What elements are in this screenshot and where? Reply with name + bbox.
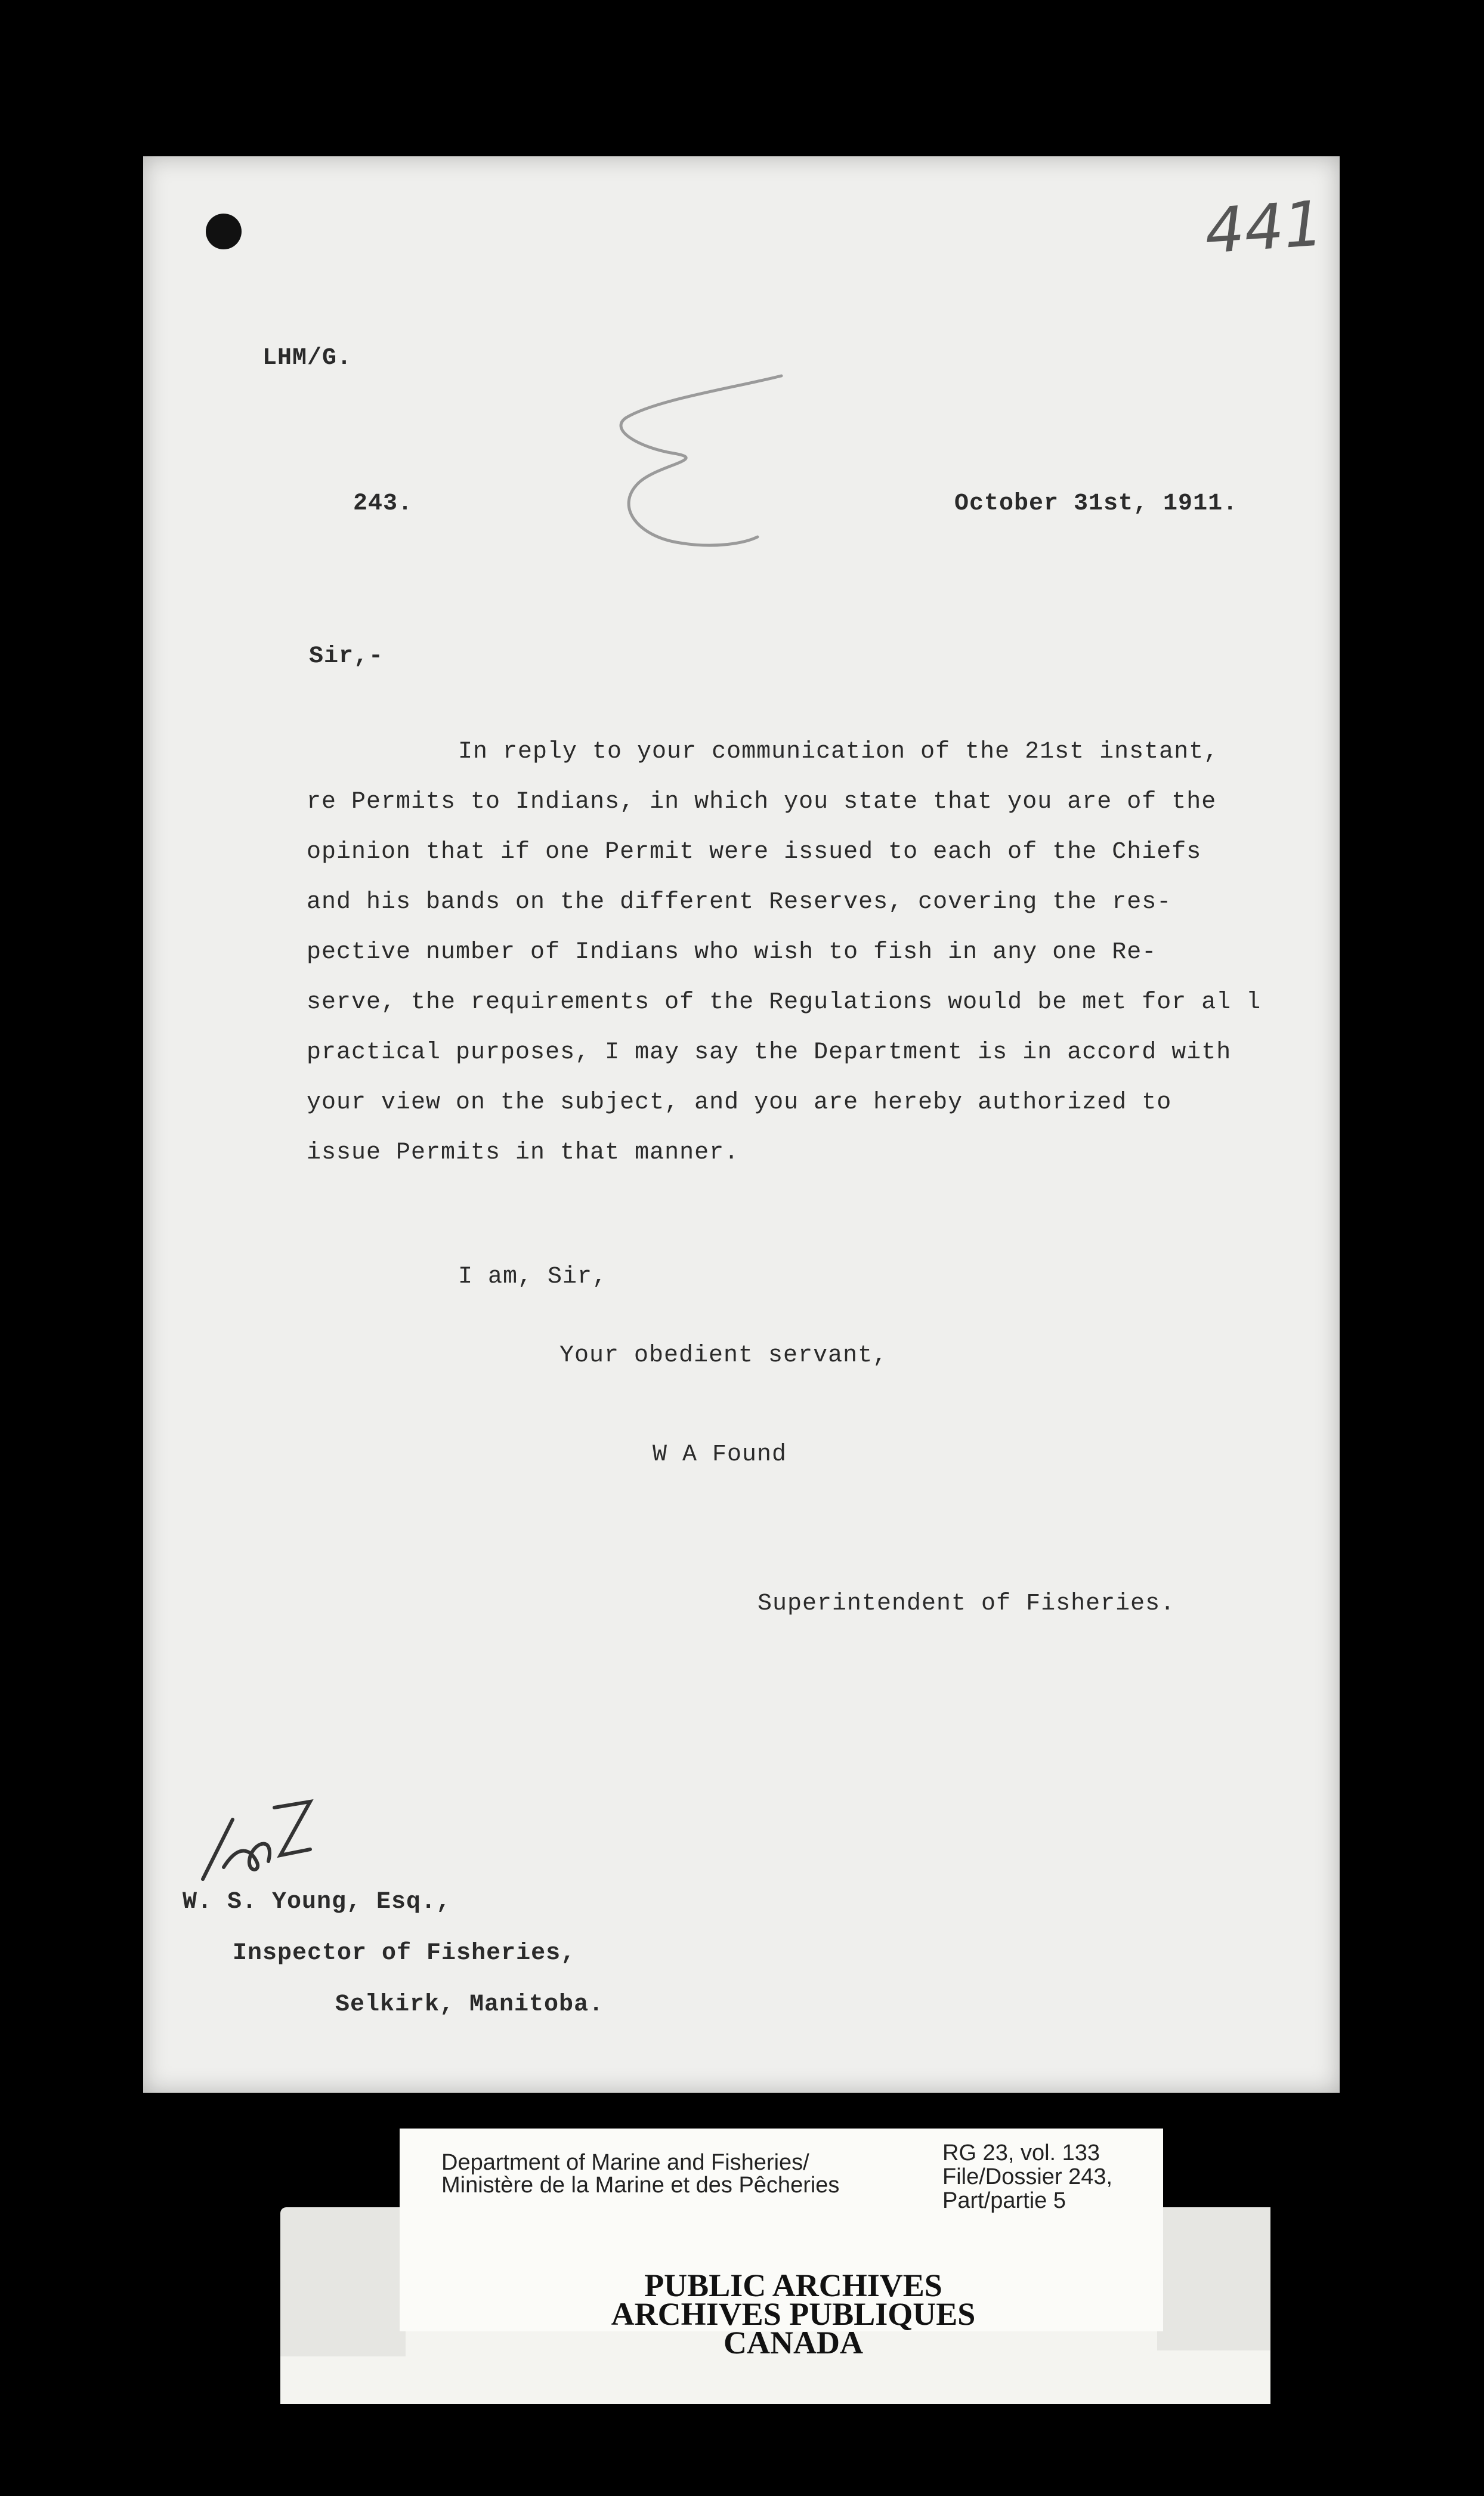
body-line: your view on the subject, and you are hereby authorized to bbox=[307, 1089, 1172, 1116]
letter-body bbox=[307, 739, 1321, 1180]
archive-label-tab bbox=[1157, 2207, 1270, 2350]
signatory-name: W A Found bbox=[653, 1441, 787, 1468]
file-code: LHM/G. bbox=[262, 345, 353, 372]
reference-line: RG 23, vol. 133 bbox=[942, 2140, 1100, 2166]
closing-servant: Your obedient servant, bbox=[559, 1342, 888, 1369]
body-line: re Permits to Indians, in which you state that you are of the bbox=[307, 789, 1217, 815]
body-line: practical purposes, I may say the Department is in accord with bbox=[307, 1039, 1232, 1066]
body-line: In reply to your communication of the 21st instant, bbox=[458, 739, 1219, 765]
archive-label-tab bbox=[280, 2207, 406, 2356]
archives-country: CANADA bbox=[724, 2325, 863, 2361]
archives-english: PUBLIC ARCHIVES bbox=[644, 2268, 942, 2303]
reference-number: 243. bbox=[353, 490, 413, 517]
body-line: serve, the requirements of the Regulations would be met for al l bbox=[307, 989, 1262, 1016]
addressee-name: W. S. Young, Esq., bbox=[183, 1889, 452, 1916]
body-line: opinion that if one Permit were issued to each of the Chiefs bbox=[307, 839, 1202, 866]
signatory-title: Superintendent of Fisheries. bbox=[758, 1590, 1176, 1617]
letter-date: October 31st, 1911. bbox=[954, 490, 1238, 517]
reference-line: File/Dossier 243, bbox=[942, 2164, 1113, 2189]
initials-signature bbox=[191, 1784, 322, 1897]
addressee-title: Inspector of Fisheries, bbox=[233, 1940, 576, 1967]
salutation: Sir,- bbox=[309, 643, 384, 670]
closing-line: I am, Sir, bbox=[458, 1264, 608, 1290]
body-line: issue Permits in that manner. bbox=[307, 1139, 740, 1166]
department-french: Ministère de la Marine et des Pêcheries bbox=[441, 2173, 840, 2198]
body-line: and his bands on the different Reserves, covering the res- bbox=[307, 889, 1172, 916]
reference-line: Part/partie 5 bbox=[942, 2188, 1066, 2213]
archives-french: ARCHIVES PUBLIQUES bbox=[611, 2296, 976, 2332]
department-english: Department of Marine and Fisheries/ bbox=[441, 2150, 809, 2175]
addressee-location: Selkirk, Manitoba. bbox=[335, 1991, 604, 2018]
folio-number: 441 bbox=[1202, 187, 1326, 268]
body-line: pective number of Indians who wish to fish in any one Re- bbox=[307, 939, 1157, 966]
pencil-mark bbox=[602, 364, 799, 567]
punch-hole bbox=[206, 214, 242, 249]
